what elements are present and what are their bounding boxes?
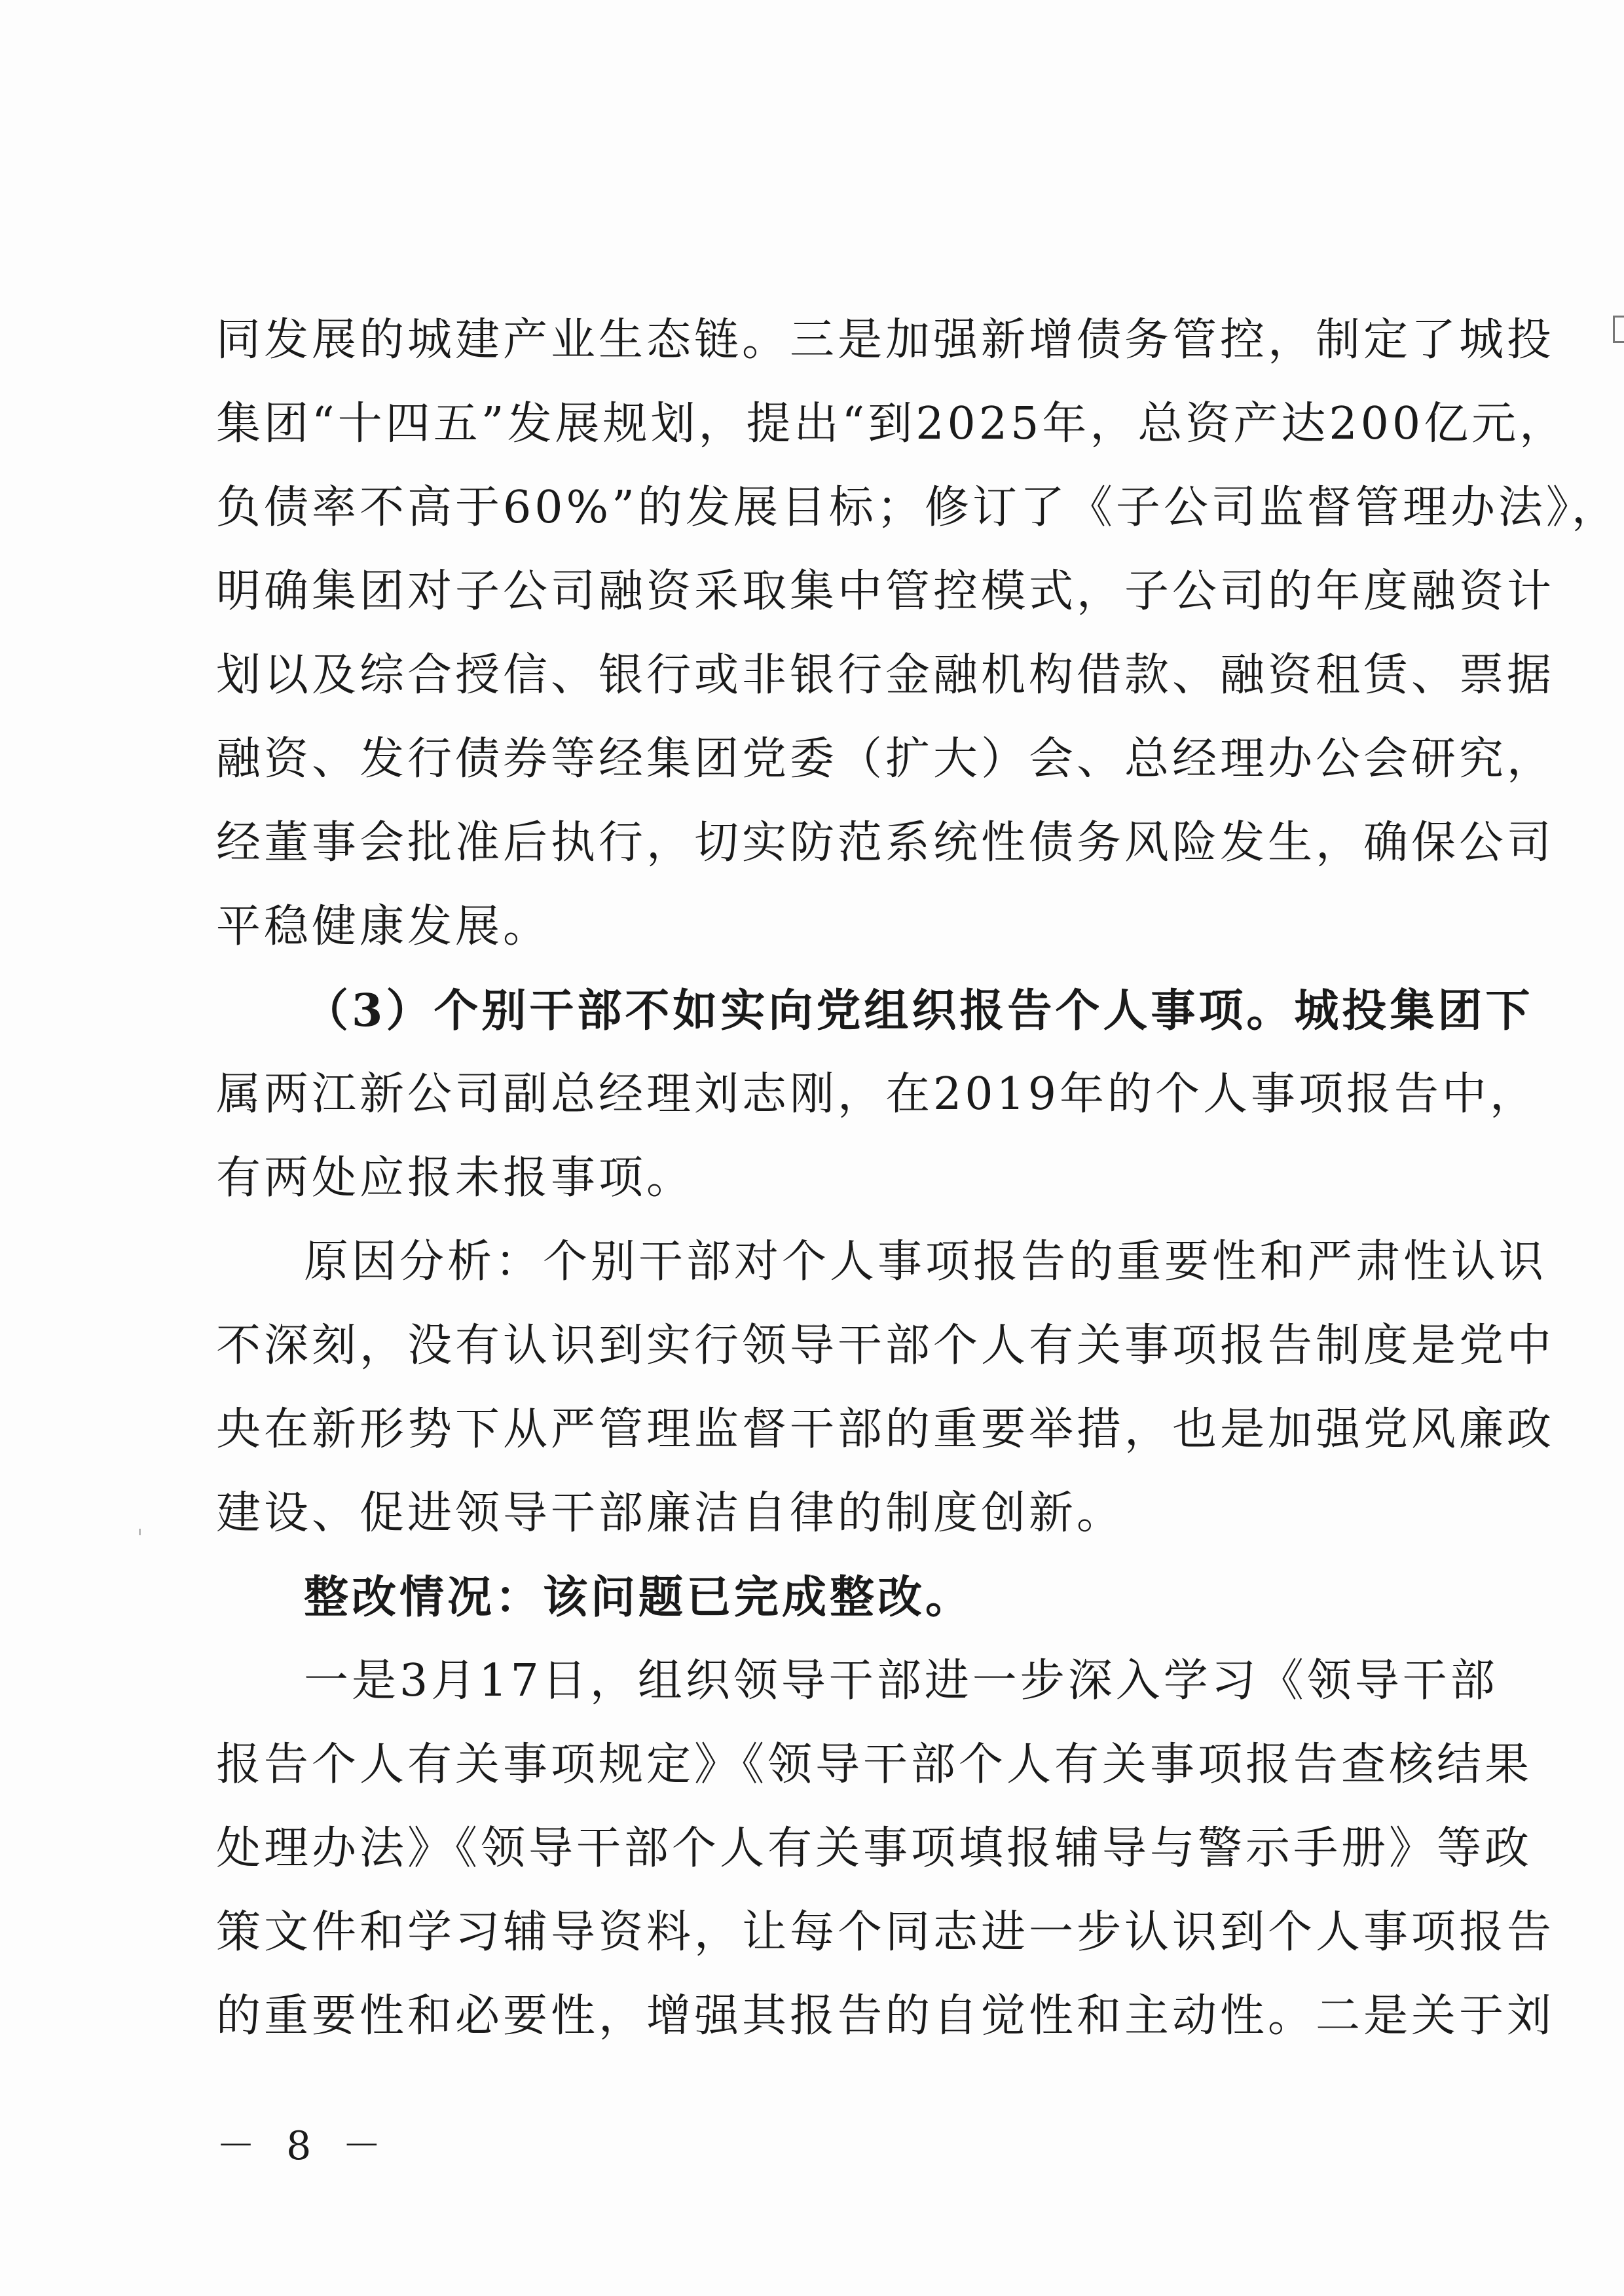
text-line-15: 建设、促进领导干部廉洁自律的制度创新。 <box>216 1487 1125 1539</box>
section-heading: （3）个别干部不如实向党组织报告个人事项。城投集团下 <box>304 985 1534 1037</box>
scan-speck <box>139 1529 141 1535</box>
scan-margin-mark <box>1613 316 1624 343</box>
text-line-19: 处理办法》《领导干部个人有关事项填报辅导与警示手册》等政 <box>216 1823 1533 1874</box>
text-line-2: 集团“十四五”发展规划，提出“到2025年，总资产达200亿元， <box>216 398 1568 450</box>
text-line-20: 策文件和学习辅导资料，让每个同志进一步认识到个人事项报告 <box>216 1906 1555 1958</box>
text-line-3: 负债率不高于60%”的发展目标；修订了《子公司监督管理办法》， <box>216 482 1619 534</box>
text-line-10: 属两江新公司副总经理刘志刚，在2019年的个人事项报告中， <box>216 1068 1538 1120</box>
text-line-1: 同发展的城建产业生态链。三是加强新增债务管控，制定了城投 <box>216 314 1555 366</box>
rectification-status: 整改情况：该问题已完成整改。 <box>304 1571 974 1624</box>
text-line-18: 报告个人有关事项规定》《领导干部个人有关事项报告查核结果 <box>216 1739 1533 1791</box>
text-line-6: 融资、发行债券等经集团党委（扩大）会、总经理办公会研究， <box>216 733 1555 785</box>
cause-analysis-line: 原因分析：个别干部对个人事项报告的重要性和严肃性认识 <box>304 1236 1547 1288</box>
text-line-8: 平稳健康发展。 <box>216 901 551 953</box>
text-line-17: 一是3月17日，组织领导干部进一步深入学习《领导干部 <box>304 1655 1498 1707</box>
text-line-11: 有两处应报未报事项。 <box>216 1152 695 1204</box>
page-number: － 8 － <box>216 2123 391 2169</box>
text-line-7: 经董事会批准后执行，切实防范系统性债务风险发生，确保公司 <box>216 817 1555 869</box>
text-line-4: 明确集团对子公司融资采取集中管控模式，子公司的年度融资计 <box>216 566 1555 617</box>
text-line-21: 的重要性和必要性，增强其报告的自觉性和主动性。二是关于刘 <box>216 1990 1555 2042</box>
text-line-13: 不深刻，没有认识到实行领导干部个人有关事项报告制度是党中 <box>216 1320 1555 1372</box>
text-line-5: 划以及综合授信、银行或非银行金融机构借款、融资租赁、票据 <box>216 649 1555 701</box>
text-line-14: 央在新形势下从严管理监督干部的重要举措，也是加强党风廉政 <box>216 1404 1555 1455</box>
